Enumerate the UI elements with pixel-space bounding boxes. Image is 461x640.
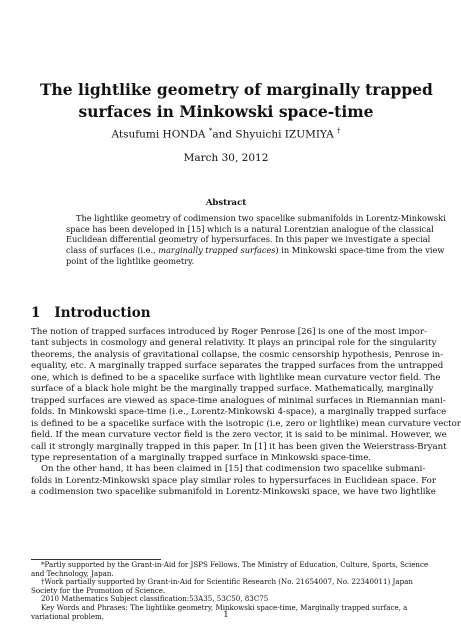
body-line: The notion of trapped surfaces introduced by Roger Penrose [26] is one of the most impor- xyxy=(31,327,427,337)
footnote-line: Society for the Promotion of Science. xyxy=(31,585,166,595)
body-line: is defined to be a spacelike surface with the isotropic (i.e, zero or lightlike) mean curvature vector xyxy=(31,418,461,429)
body-line: folds in Lorentz-Minkowski space play similar roles to hypersurfaces in Euclidean space. For xyxy=(31,475,436,486)
footnote-line: †Work partially supported by Grant-in-Aid for Scientific Research (No. 21654007, No. 22340011) Japan xyxy=(41,577,413,587)
section-heading xyxy=(31,305,151,321)
abstract-fragment: class of surfaces (i.e., xyxy=(66,245,159,256)
body-line: trapped surfaces are viewed as space-time analogues of minimal surfaces in Riemannian mani- xyxy=(31,395,446,406)
body-line: a codimension two spacelike submanifold in Lorentz-Minkowski space, we have two lightlike xyxy=(31,487,436,498)
body-line: surface of a black hole might be the marginally trapped surface. Mathematically, marginally xyxy=(31,384,434,395)
footnote-line: 2010 Mathematics Subject classification:53A35, 53C50, 83C75 xyxy=(41,594,269,604)
footnote-line: Key Words and Phrases: The lightlike geometry, Minkowski space-time, Marginally trapped surface, a xyxy=(41,602,408,612)
abstract-emphasis: marginally trapped surfaces xyxy=(158,245,276,256)
abstract-line: space has been developed in [15] which is a natural Lorentzian analogue of the classical xyxy=(66,223,434,234)
body-line: theorems, the analysis of gravitational collapse, the cosmic censorship hypothesis, Penrose in- xyxy=(31,349,444,360)
body-line: folds. In Minkowski space-time (i.e., Lorentz-Minkowski 4-space), a marginally trapped surface xyxy=(31,407,447,418)
paper-date: March 30, 2012 xyxy=(183,152,269,164)
body-line: one, which is defined to be a spacelike surface with lightlike mean curvature vector field. The xyxy=(31,372,441,383)
abstract-text xyxy=(66,213,446,267)
page-number: 1 xyxy=(223,610,229,620)
body-line: field. If the mean curvature vector field is the zero vector, it is said to be minimal. However, we xyxy=(31,430,447,441)
body-line: call it strongly marginally trapped in this paper. In [1] it has been given the Weierstrass-Bryant xyxy=(31,441,447,452)
paper-title xyxy=(40,79,433,123)
footnote-line: *Partly supported by the Grant-in-Aid for JSPS Fellows, The Ministry of Education, Culture, Sports, Science xyxy=(41,560,429,569)
author-name: Atsufumi HONDA xyxy=(111,128,206,141)
section-number: 1 xyxy=(31,305,41,321)
abstract-line: The lightlike geometry of codimension two spacelike submanifolds in Lorentz-Minkowski xyxy=(76,213,446,223)
body-line: On the other hand, it has been claimed in [15] that codimension two spacelike submani- xyxy=(41,464,426,475)
abstract-heading: Abstract xyxy=(205,198,247,208)
footnote-mark: † xyxy=(337,127,341,135)
abstract-line: point of the lightlike geometry. xyxy=(66,255,195,266)
title-line: surfaces in Minkowski space-time xyxy=(78,102,374,121)
body-line: type representation of a marginally trapped surface in Minkowski space-time. xyxy=(31,452,372,463)
abstract-fragment: ) in Minkowski space-time from the view xyxy=(275,245,445,256)
author-name: and Shyuichi IZUMIYA xyxy=(212,128,334,141)
section-title: Introduction xyxy=(54,305,151,321)
body-text xyxy=(31,327,461,499)
footnote-line: variational problem, xyxy=(31,611,105,621)
body-line: equality, etc. A marginally trapped surface separates the trapped surfaces from the untrapped xyxy=(31,361,444,372)
body-line: tant subjects in cosmology and general relativity. It plays an principal role for the singularity xyxy=(31,338,437,349)
abstract-line: Euclidean differential geometry of hypersurfaces. In this paper we investigate a special xyxy=(66,234,431,245)
author-list xyxy=(0,127,452,141)
footnote-mark: * xyxy=(208,127,213,135)
footnote-line: and Technology, Japan. xyxy=(31,568,114,578)
abstract-line xyxy=(66,245,445,256)
title-line: The lightlike geometry of marginally trapped xyxy=(40,80,433,99)
